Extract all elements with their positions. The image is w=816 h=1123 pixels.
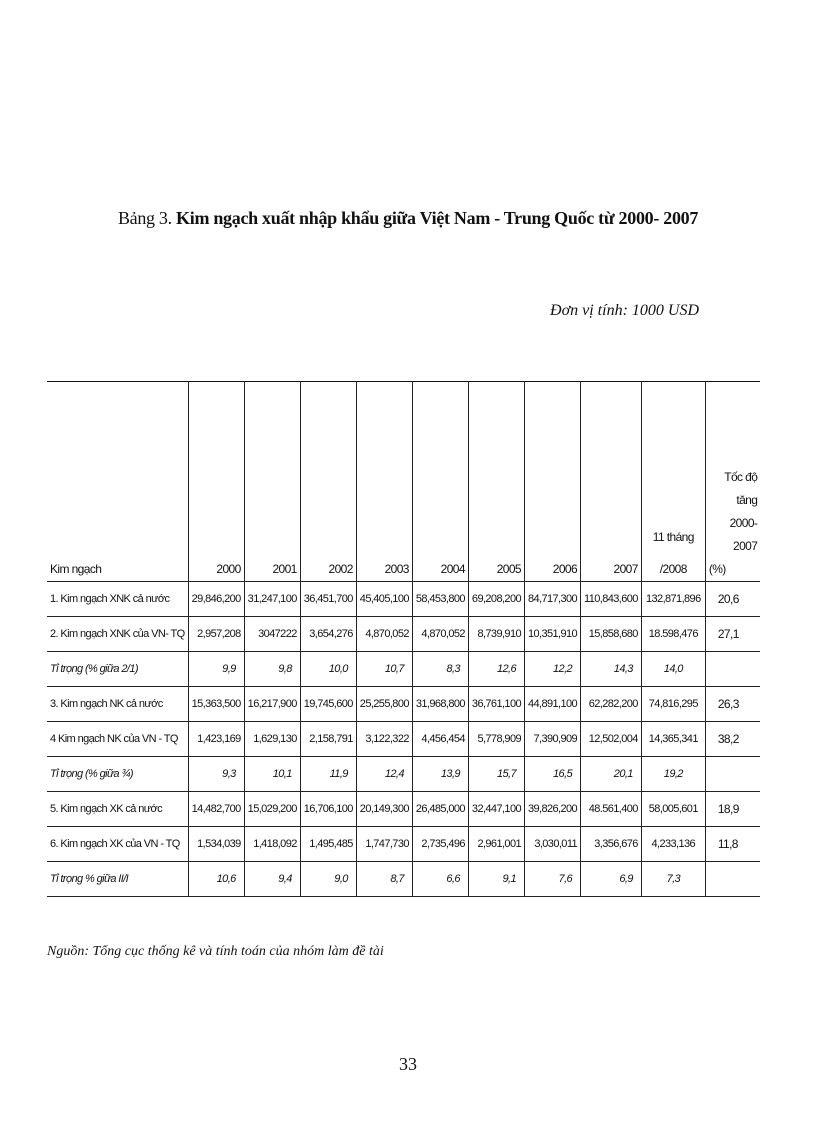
table-number: Bảng 3. (117, 208, 172, 228)
cell-value: 3047222 (244, 617, 300, 652)
cell-value: 19,2 (641, 757, 705, 792)
cell-value: 11,9 (300, 757, 356, 792)
cell-value: 9,8 (244, 652, 300, 687)
cell-growth: 11,8 (705, 827, 760, 862)
cell-value: 9,4 (244, 862, 300, 897)
cell-value: 58,453,800 (412, 582, 468, 617)
trade-table (47, 381, 760, 897)
header-label: Kim ngạch (47, 382, 188, 582)
cell-value: 14,3 (581, 652, 642, 687)
header-year: 2003 (356, 382, 412, 582)
header-eleven-months (641, 382, 705, 582)
cell-value: 48.561,400 (581, 792, 642, 827)
row-label: 5. Kim ngạch XK cả nước (47, 792, 188, 827)
cell-value: 16,217,900 (244, 687, 300, 722)
cell-value: 10,6 (188, 862, 244, 897)
cell-growth: 26,3 (705, 687, 760, 722)
cell-value: 10,351,910 (524, 617, 580, 652)
source-note: Nguồn: Tổng cục thống kê và tính toán của nhóm làm đề tài (47, 944, 384, 959)
cell-value: 1,629,130 (244, 722, 300, 757)
cell-value: 2,957,208 (188, 617, 244, 652)
cell-value: 62,282,200 (581, 687, 642, 722)
cell-value: 5,778,909 (468, 722, 524, 757)
cell-value: 45,405,100 (356, 582, 412, 617)
header-year: 2002 (300, 382, 356, 582)
cell-value: 7,390,909 (524, 722, 580, 757)
cell-value: 8,739,910 (468, 617, 524, 652)
page-number: 33 (399, 1054, 417, 1074)
row-label: Tỉ trọng % giữa II/I (47, 862, 188, 897)
row-label: 6. Kim ngạch XK của VN - TQ (47, 827, 188, 862)
cell-growth: 38,2 (705, 722, 760, 757)
cell-value: 14,365,341 (641, 722, 705, 757)
row-label: 1. Kim ngạch XNK cả nước (47, 582, 188, 617)
cell-value: 4,233,136 (641, 827, 705, 862)
cell-value: 2,158,791 (300, 722, 356, 757)
cell-growth: 20,6 (705, 582, 760, 617)
cell-value: 29,846,200 (188, 582, 244, 617)
data-table-wrapper (47, 381, 760, 897)
cell-value: 132,871,896 (641, 582, 705, 617)
row-label: 4 Kim ngạch NK của VN - TQ (47, 722, 188, 757)
cell-value: 6,6 (412, 862, 468, 897)
table-row (47, 652, 760, 687)
cell-value: 15,7 (468, 757, 524, 792)
cell-value: 84,717,300 (524, 582, 580, 617)
table-row (47, 792, 760, 827)
page-title (0, 208, 816, 229)
cell-value: 12,6 (468, 652, 524, 687)
table-row (47, 687, 760, 722)
cell-value: 1,418,092 (244, 827, 300, 862)
cell-growth (705, 757, 760, 792)
cell-value: 9,9 (188, 652, 244, 687)
cell-value: 12,2 (524, 652, 580, 687)
table-row (47, 757, 760, 792)
cell-value: 74,816,295 (641, 687, 705, 722)
cell-value: 69,208,200 (468, 582, 524, 617)
row-label: Tỉ trọng (% giữa ¾) (47, 757, 188, 792)
cell-value: 3,030,011 (524, 827, 580, 862)
cell-value: 39,826,200 (524, 792, 580, 827)
cell-value: 3,356,676 (581, 827, 642, 862)
row-label: 2. Kim ngạch XNK của VN- TQ (47, 617, 188, 652)
cell-value: 25,255,800 (356, 687, 412, 722)
cell-value: 20,1 (581, 757, 642, 792)
table-body (47, 582, 760, 897)
growth-line: (%) (708, 562, 726, 576)
cell-value: 36,761,100 (468, 687, 524, 722)
cell-value: 58,005,601 (641, 792, 705, 827)
cell-value: 26,485,000 (412, 792, 468, 827)
row-label: 3. Kim ngạch NK cả nước (47, 687, 188, 722)
cell-value: 8,3 (412, 652, 468, 687)
cell-value: 19,745,600 (300, 687, 356, 722)
header-growth (705, 382, 760, 582)
cell-value: 14,0 (641, 652, 705, 687)
cell-value: 20,149,300 (356, 792, 412, 827)
header-row (47, 382, 760, 582)
cell-value: 10,7 (356, 652, 412, 687)
cell-value: 9,1 (468, 862, 524, 897)
cell-value: 110,843,600 (581, 582, 642, 617)
growth-line: 2007 (733, 539, 758, 553)
growth-line: Tốc độ (724, 470, 758, 484)
header-eleven-months-line1: 11 tháng (652, 530, 694, 544)
cell-value: 7,3 (641, 862, 705, 897)
cell-value: 13,9 (412, 757, 468, 792)
cell-value: 18.598,476 (641, 617, 705, 652)
cell-value: 7,6 (524, 862, 580, 897)
cell-value: 31,968,800 (412, 687, 468, 722)
cell-value: 12,502,004 (581, 722, 642, 757)
header-year: 2007 (581, 382, 642, 582)
cell-value: 15,363,500 (188, 687, 244, 722)
cell-value: 16,706,100 (300, 792, 356, 827)
cell-value: 10,1 (244, 757, 300, 792)
cell-value: 3,122,322 (356, 722, 412, 757)
cell-value: 4,456,454 (412, 722, 468, 757)
cell-value: 3,654,276 (300, 617, 356, 652)
cell-value: 10,0 (300, 652, 356, 687)
cell-value: 31,247,100 (244, 582, 300, 617)
cell-value: 14,482,700 (188, 792, 244, 827)
cell-value: 9,3 (188, 757, 244, 792)
cell-value: 9,0 (300, 862, 356, 897)
row-label: Tỉ trọng (% giữa 2/1) (47, 652, 188, 687)
cell-value: 1,534,039 (188, 827, 244, 862)
table-row (47, 722, 760, 757)
table-row (47, 827, 760, 862)
cell-value: 2,961,001 (468, 827, 524, 862)
cell-value: 44,891,100 (524, 687, 580, 722)
cell-value: 1,423,169 (188, 722, 244, 757)
cell-growth: 27,1 (705, 617, 760, 652)
table-row (47, 862, 760, 897)
table-row (47, 617, 760, 652)
table-title: Kim ngạch xuất nhập khẩu giữa Việt Nam - Trung Quốc từ 2000- 2007 (176, 208, 699, 228)
cell-value: 6,9 (581, 862, 642, 897)
cell-value: 4,870,052 (356, 617, 412, 652)
header-year: 2004 (412, 382, 468, 582)
growth-line: tăng (736, 493, 758, 507)
cell-value: 1,747,730 (356, 827, 412, 862)
header-year: 2005 (468, 382, 524, 582)
cell-value: 8,7 (356, 862, 412, 897)
cell-value: 1,495,485 (300, 827, 356, 862)
cell-value: 2,735,496 (412, 827, 468, 862)
cell-value: 36,451,700 (300, 582, 356, 617)
cell-growth (705, 652, 760, 687)
table-row (47, 582, 760, 617)
cell-value: 16,5 (524, 757, 580, 792)
header-year: 2000 (188, 382, 244, 582)
cell-growth (705, 862, 760, 897)
cell-value: 32,447,100 (468, 792, 524, 827)
growth-head-stack (709, 470, 758, 576)
header-year: 2001 (244, 382, 300, 582)
growth-line: 2000- (729, 516, 758, 530)
cell-value: 15,858,680 (581, 617, 642, 652)
cell-value: 12,4 (356, 757, 412, 792)
unit-note: Đơn vị tính: 1000 USD (550, 302, 699, 319)
cell-growth: 18,9 (705, 792, 760, 827)
cell-value: 4,870,052 (412, 617, 468, 652)
cell-value: 15,029,200 (244, 792, 300, 827)
header-eleven-months-line2: /2008 (659, 562, 687, 576)
header-year: 2006 (524, 382, 580, 582)
